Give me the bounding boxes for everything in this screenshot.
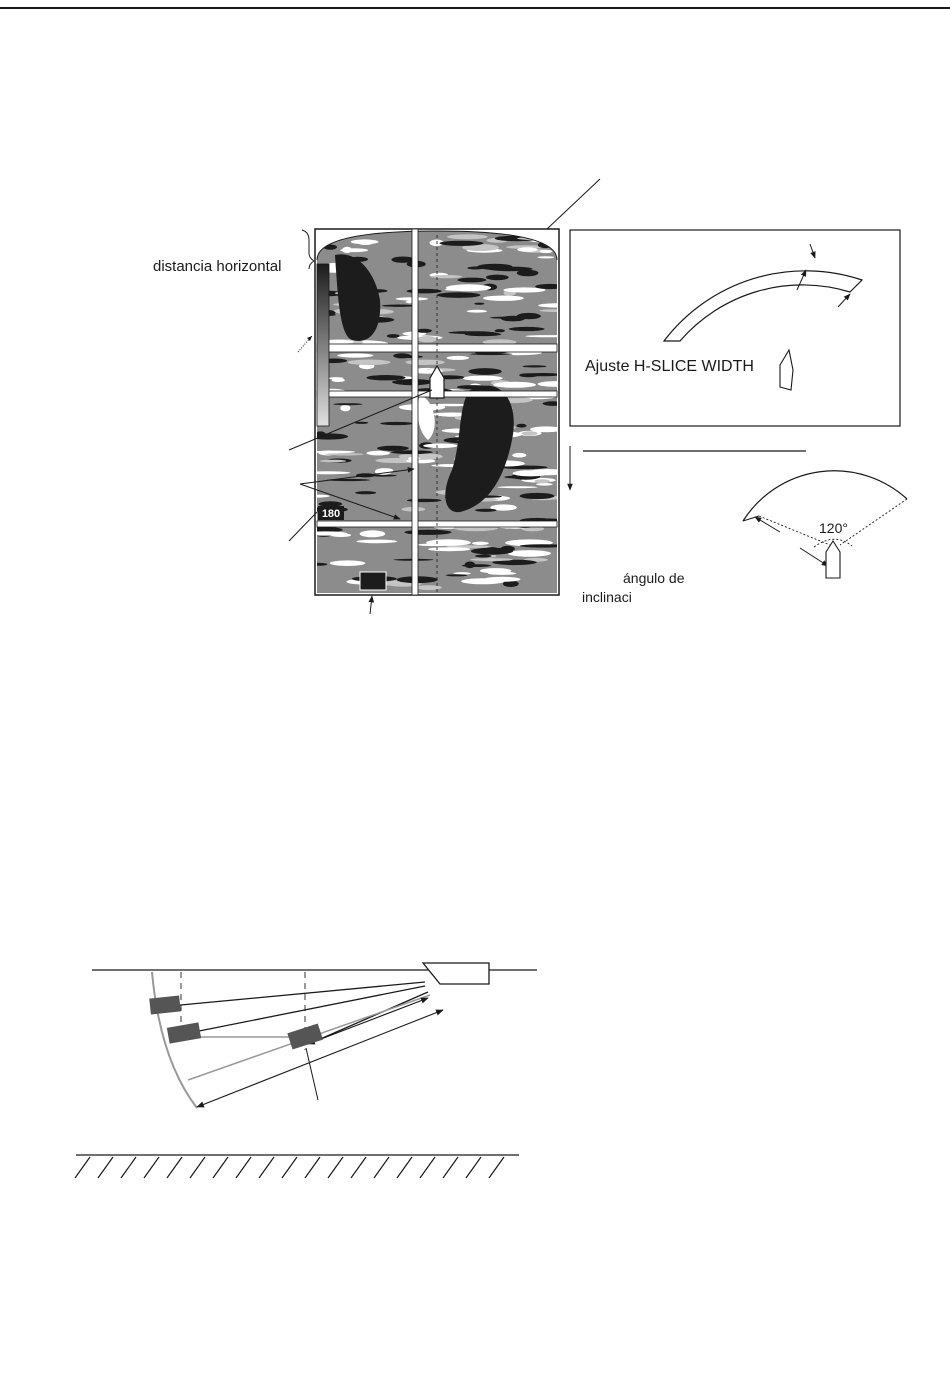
brace-icon: [302, 230, 314, 269]
echo-streak: [516, 424, 526, 428]
echo-streak: [399, 453, 443, 460]
echo-streak: [340, 248, 368, 252]
echo-streak: [307, 563, 328, 566]
echo-streak: [447, 356, 470, 360]
fish-school: [149, 995, 181, 1014]
tilt-section: [570, 446, 907, 578]
echo-streak: [525, 335, 573, 337]
echo-streak: [333, 403, 362, 405]
pointer-line: [306, 1048, 318, 1100]
hatch-line: [397, 1157, 412, 1178]
hatch-line: [213, 1157, 228, 1178]
echo-streak: [517, 247, 537, 252]
echo-streak: [528, 469, 566, 475]
hatching-icon: [75, 1157, 504, 1178]
echo-streak: [391, 257, 414, 263]
echo-streak: [490, 317, 534, 319]
label-tilt-angle-2: inclinaci: [582, 589, 632, 605]
echo-streak: [312, 451, 355, 454]
echo-streak: [471, 548, 513, 555]
hatch-line: [466, 1157, 481, 1178]
echo-streak: [437, 292, 481, 298]
echo-streak: [472, 542, 489, 545]
fish-school: [167, 1022, 201, 1043]
echo-streak: [474, 303, 484, 305]
echo-streak: [423, 444, 457, 449]
beam-line: [318, 992, 428, 1040]
echo-streak: [358, 240, 374, 245]
echo-streak: [405, 360, 444, 365]
echo-streak: [440, 241, 484, 246]
echo-streak: [404, 530, 451, 535]
echo-streak: [538, 256, 555, 258]
echo-streak: [512, 453, 526, 458]
echo-streak: [377, 446, 409, 451]
ship-icon: [826, 541, 840, 578]
hatch-line: [98, 1157, 113, 1178]
echo-streak: [509, 327, 545, 331]
hslice-panel: [570, 230, 900, 426]
echo-streak: [448, 331, 494, 334]
echo-streak: [337, 353, 373, 357]
echo-streak: [467, 310, 487, 313]
echo-streak: [318, 501, 342, 506]
hatch-line: [374, 1157, 389, 1178]
echo-streak: [520, 493, 555, 499]
hatch-line: [328, 1157, 343, 1178]
hatch-line: [190, 1157, 205, 1178]
echo-streak: [536, 483, 553, 486]
range-arrow: [308, 998, 428, 1044]
echo-streak: [428, 547, 470, 551]
echo-streak: [483, 296, 524, 301]
label-angle-120: 120°: [819, 520, 848, 536]
echo-image: [298, 230, 573, 593]
echo-streak: [426, 539, 471, 546]
echo-streak: [468, 368, 501, 375]
echo-streak: [538, 381, 574, 387]
echo-streak: [360, 530, 386, 537]
leader-line-display: [547, 179, 600, 229]
echo-streak: [305, 495, 330, 498]
echo-streak: [493, 382, 536, 388]
echo-streak: [465, 562, 476, 569]
echo-streak: [446, 574, 468, 576]
fan-dotted-line: [840, 499, 907, 545]
hatch-line: [75, 1157, 90, 1178]
echo-streak: [470, 558, 513, 561]
hatch-line: [121, 1157, 136, 1178]
echo-streak: [519, 373, 538, 377]
hatch-line: [305, 1157, 320, 1178]
sonar-display: [298, 229, 573, 595]
hatch-line: [144, 1157, 159, 1178]
side-view-diagram: [75, 963, 537, 1178]
echo-streak: [325, 453, 363, 455]
echo-streak: [522, 365, 546, 367]
echo-streak: [534, 479, 550, 483]
hatch-line: [443, 1157, 458, 1178]
echo-streak: [475, 555, 492, 558]
echo-streak: [330, 560, 366, 566]
echo-streak: [463, 376, 503, 381]
echo-streak: [417, 336, 437, 342]
echo-streak: [416, 329, 432, 333]
echo-streak: [538, 303, 572, 307]
echo-streak: [539, 309, 573, 312]
hatch-line: [489, 1157, 504, 1178]
echo-streak: [477, 264, 513, 270]
color-bar: [317, 264, 329, 426]
echo-streak: [320, 460, 347, 463]
hatch-line: [259, 1157, 274, 1178]
echo-streak: [446, 284, 491, 291]
echo-streak: [447, 234, 488, 239]
echo-streak: [367, 451, 390, 456]
cursor-block: [360, 572, 386, 590]
label-horizontal-distance: distancia horizontal: [153, 258, 282, 275]
echo-streak: [461, 578, 505, 584]
echo-streak: [398, 355, 423, 358]
tilt-arrow: [800, 548, 828, 566]
hatch-line: [167, 1157, 182, 1178]
leader-line-range: [289, 512, 317, 541]
leader-line-cursor: [370, 596, 372, 614]
echo-streak: [356, 540, 397, 544]
echo-streak: [457, 278, 486, 283]
echo-streak: [366, 375, 405, 380]
echo-streak: [522, 431, 538, 435]
echo-streak: [380, 422, 413, 425]
label-tilt-angle-1: ángulo de: [623, 570, 685, 586]
echo-streak: [498, 486, 538, 488]
echo-streak: [495, 329, 505, 332]
beam-fan: [743, 471, 907, 521]
hatch-line: [420, 1157, 435, 1178]
echo-streak: [480, 568, 512, 573]
echo-streak: [382, 305, 416, 307]
echo-streak: [475, 509, 496, 512]
echo-streak: [430, 275, 462, 278]
echo-streak: [508, 550, 552, 557]
echo-streak: [535, 284, 565, 289]
bearing-line: [412, 229, 418, 595]
echo-streak: [348, 360, 391, 366]
echo-streak: [540, 250, 553, 253]
echo-streak: [303, 471, 350, 474]
echo-streak: [415, 585, 442, 590]
label-hslice-adjust: Ajuste H-SLICE WIDTH: [585, 358, 754, 375]
echo-streak: [332, 378, 345, 382]
echo-streak: [304, 531, 347, 535]
echo-streak: [486, 275, 509, 281]
ship-hull: [423, 963, 489, 984]
hatch-line: [351, 1157, 366, 1178]
hslice-frame: [570, 230, 900, 426]
echo-streak: [355, 491, 376, 494]
hatch-line: [282, 1157, 297, 1178]
range-marker-text: 180: [321, 508, 341, 520]
echo-streak: [543, 401, 564, 406]
hatch-line: [236, 1157, 251, 1178]
echo-streak: [387, 334, 400, 338]
echo-streak: [340, 405, 350, 412]
echo-streak: [369, 475, 397, 477]
